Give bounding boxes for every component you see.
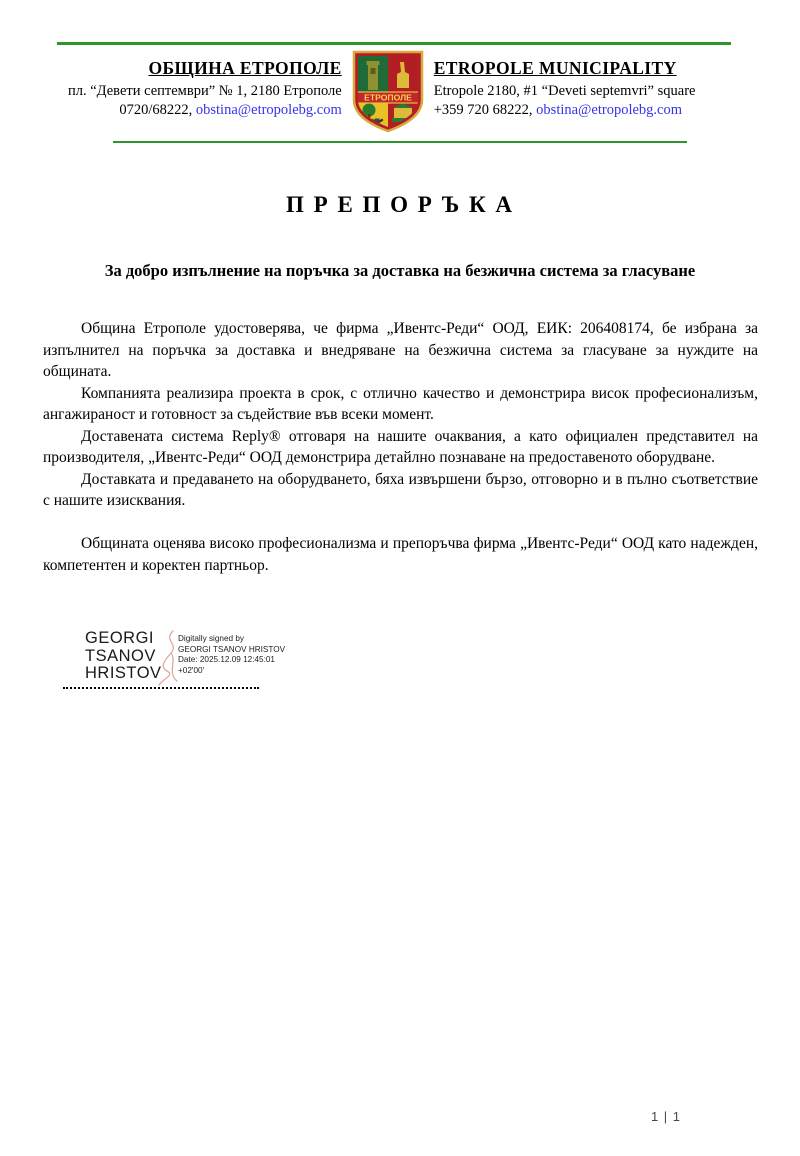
signature-detail-line: +02'00'	[178, 665, 205, 675]
signature-details	[178, 634, 285, 676]
paragraph-1: Община Етрополе удостоверява, че фирма „Ивентс-Реди“ ООД, ЕИК: 206408174, бе избрана за изпълнител на поръчка за доставка и внедряване на безжична система за гласуване за нуждите на общината.	[43, 320, 758, 380]
email-link-bg[interactable]: obstina@etropolebg.com	[195, 102, 342, 118]
letterhead-bulgarian	[60, 54, 342, 120]
paragraph-3: Доставената система Reply® отговаря на нашите очаквания, а като официален представител на производителя, „Ивентс-Реди“ ООД демонстрира детайлно познаване на предоставеното оборудване.	[43, 427, 758, 466]
signature-detail-line: Date: 2025.12.09 12:45:01	[178, 655, 275, 665]
municipality-name-en: ETROPOLE MUNICIPALITY	[433, 58, 677, 78]
document-body	[0, 318, 800, 576]
contact-en	[434, 101, 738, 120]
municipality-coat-of-arms	[352, 50, 424, 134]
address-bg: пл. “Девети септември” № 1, 2180 Етрополе	[68, 83, 342, 99]
signatory-name-line: GEORGI	[85, 629, 155, 647]
email-link-en[interactable]: obstina@etropolebg.com	[536, 102, 683, 118]
document-subtitle: За добро изпълнение на поръчка за доставка на безжична система за гласуване	[104, 261, 696, 280]
phone-bg: 0720/68222,	[119, 102, 196, 118]
signature-detail-line: GEORGI TSANOV HRISTOV	[178, 644, 286, 654]
coat-of-arms-label: ЕТРОПОЛЕ	[363, 92, 412, 103]
digital-signature-block	[63, 630, 303, 689]
top-green-rule	[57, 42, 731, 45]
page-number: 1 | 1	[650, 1109, 681, 1124]
coat-of-arms-icon	[352, 50, 424, 134]
letterhead-english	[434, 54, 738, 120]
municipality-name-bg: ОБЩИНА ЕТРОПОЛЕ	[148, 58, 342, 78]
paragraph-2: Компанията реализира проекта в срок, с отлично качество и демонстрира висок професионализъм, ангажираност и готовност за съдействие във всеки момент.	[43, 384, 758, 423]
phone-en: +359 720 68222,	[433, 102, 537, 118]
signature-detail-line: Digitally signed by	[178, 634, 244, 643]
contact-bg	[60, 101, 342, 120]
paragraph-4: Доставката и предаването на оборудването, бяха извършени бързо, отговорно и в пълно съответствие с нашите изисквания.	[43, 470, 758, 509]
signatory-name-line: HRISTOV	[85, 664, 162, 682]
document-title: П Р Е П О Р Ъ К А	[286, 192, 514, 217]
address-en: Etropole 2180, #1 “Deveti septemvri” square	[433, 83, 696, 99]
signatory-name-line: TSANOV	[85, 646, 156, 665]
letterhead	[60, 54, 738, 134]
paragraph-5: Общината оценява високо професионализма и препоръчва фирма „Ивентс-Реди“ ООД като надежден, компетентен и коректен партньор.	[43, 535, 758, 574]
bottom-green-rule	[113, 141, 687, 143]
